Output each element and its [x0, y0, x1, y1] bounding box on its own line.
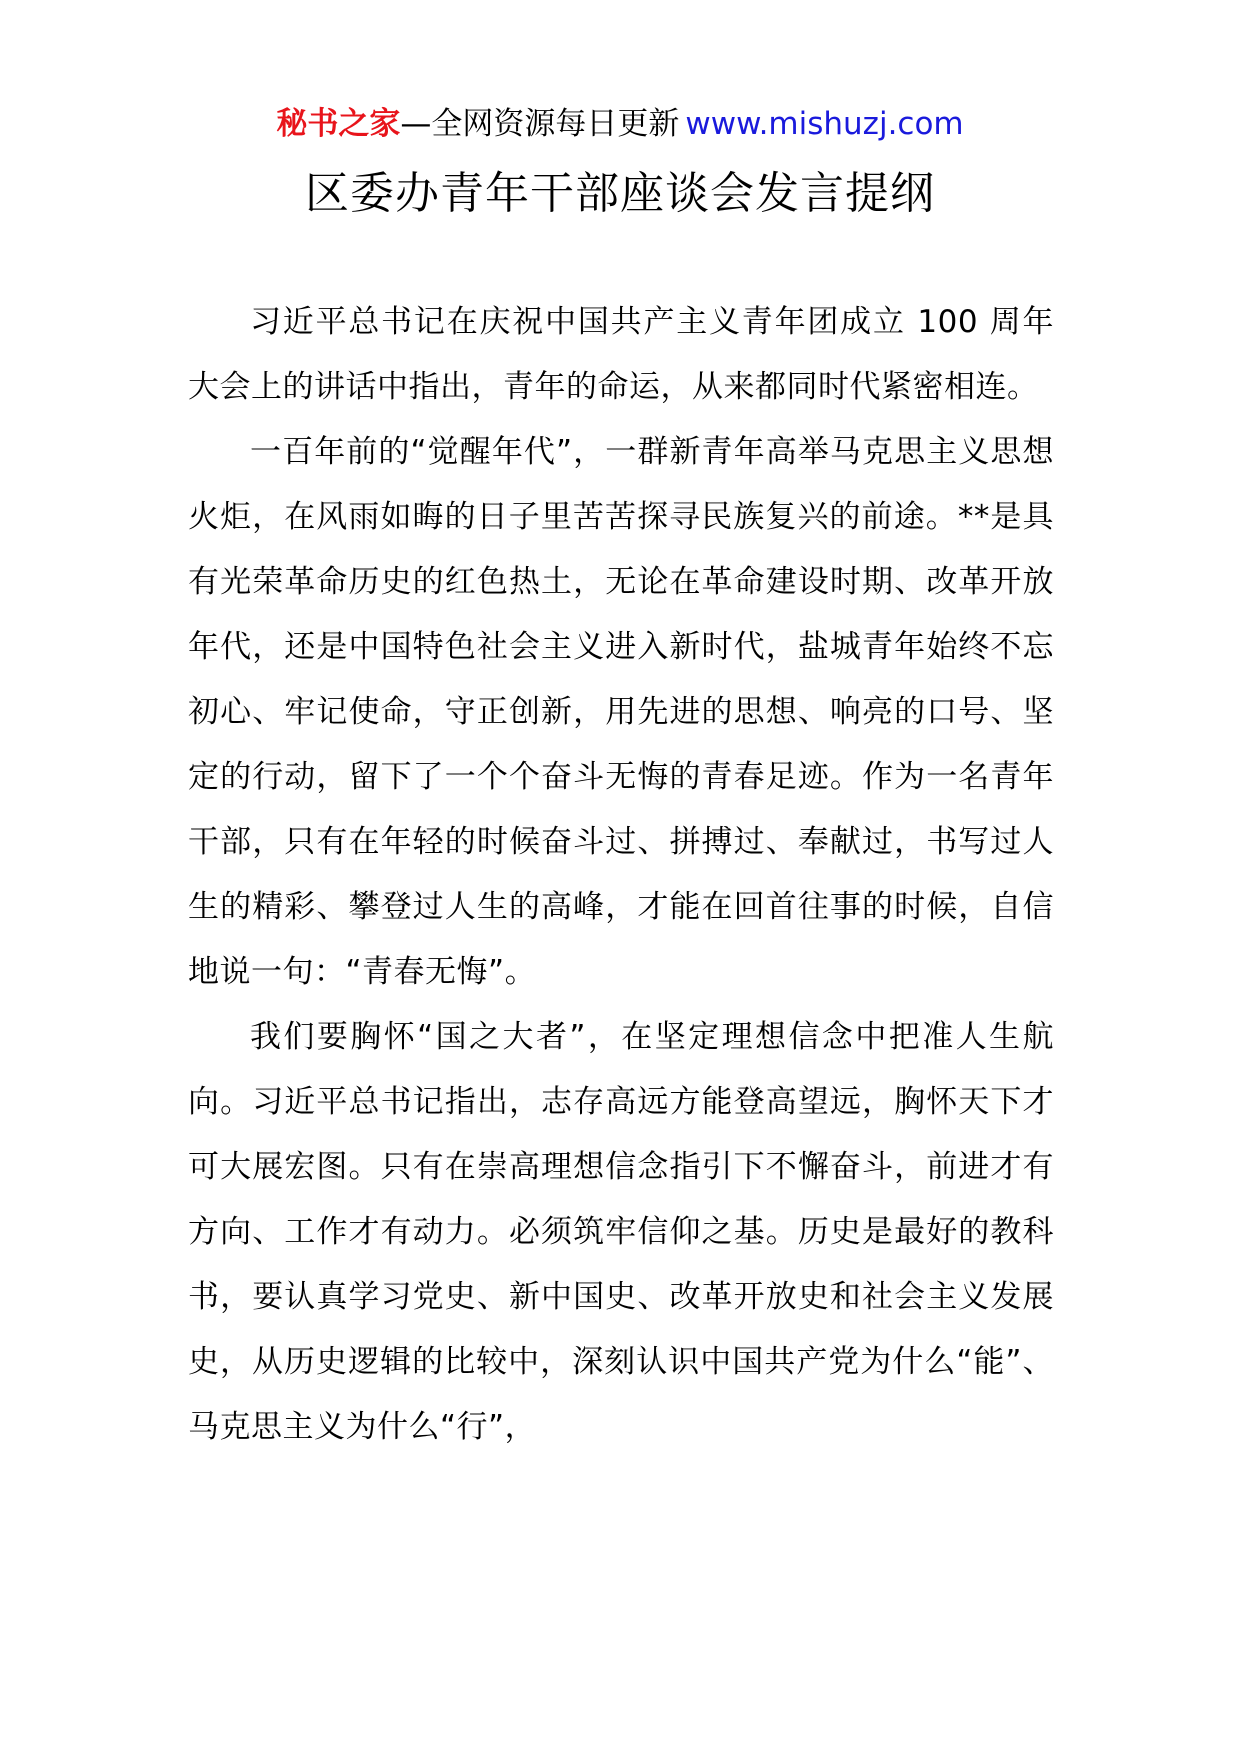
- website-link[interactable]: www.mishuzj.com: [685, 106, 964, 142]
- paragraph: 习近平总书记在庆祝中国共产主义青年团成立 100 周年大会上的讲话中指出，青年的命运，从来都同时代紧密相连。: [188, 304, 1054, 405]
- paragraph: 我们要胸怀“国之大者”，在坚定理想信念中把准人生航向。习近平总书记指出，志存高远方能登高望远，胸怀天下才可大展宏图。只有在崇高理想信念指引下不懈奋斗，前进才有方向、工作才有动力。必须筑牢信仰之基。历史是最好的教科书，要认真学习党史、新中国史、改革开放史和社会主义发展史，从历史逻辑的比较中，深刻认识中国共产党为什么“能”、马克思主义为什么“行”，: [188, 1019, 1054, 1445]
- document-title: 区委办青年干部座谈会发言提纲: [305, 168, 935, 219]
- brand-name: 秘书之家: [276, 106, 401, 142]
- header-slogan: —全网资源每日更新: [400, 106, 680, 142]
- site-header: [0, 104, 1240, 144]
- paragraph: 一百年前的“觉醒年代”，一群新青年高举马克思主义思想火炬，在风雨如晦的日子里苦苦探寻民族复兴的前途。**是具有光荣革命历史的红色热土，无论在革命建设时期、改革开放年代，还是中国特色社会主义进入新时代，盐城青年始终不忘初心、牢记使命，守正创新，用先进的思想、响亮的口号、坚定的行动，留下了一个个奋斗无悔的青春足迹。作为一名青年干部，只有在年轻的时候奋斗过、拼搏过、奉献过，书写过人生的精彩、攀登过人生的高峰，才能在回首往事的时候，自信地说一句：“青春无悔”。: [188, 434, 1054, 990]
- document-body: [188, 290, 1054, 1460]
